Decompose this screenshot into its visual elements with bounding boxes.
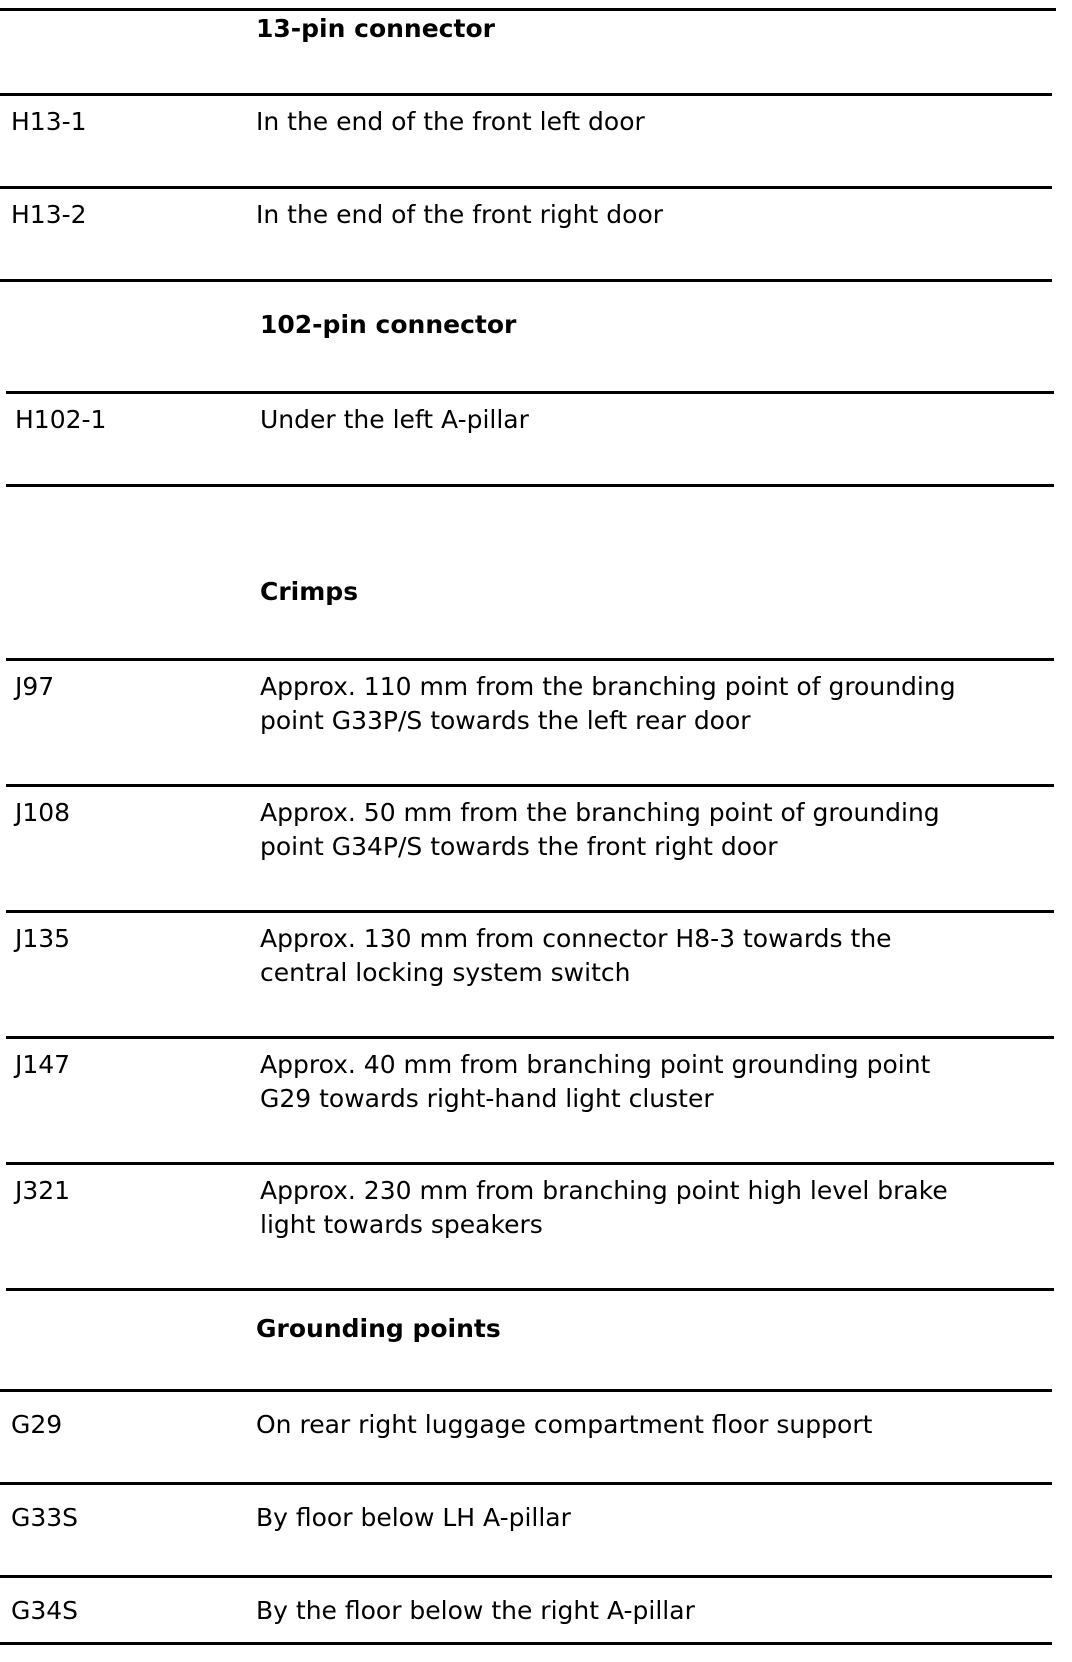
row-divider	[6, 1288, 1054, 1291]
row-divider	[0, 1575, 1052, 1578]
grounding-id: G34S	[11, 1596, 79, 1625]
connector-id: H102-1	[15, 405, 107, 434]
row-divider	[6, 1036, 1054, 1039]
row-divider	[6, 784, 1054, 787]
row-divider	[0, 8, 1056, 11]
crimp-id: J135	[15, 924, 71, 953]
crimp-location-line: Approx. 230 mm from branching point high level brake	[260, 1176, 948, 1205]
row-divider	[0, 93, 1052, 96]
connector-location: In the end of the front right door	[256, 200, 664, 229]
connector-id: H13-1	[11, 107, 87, 136]
section-heading: 13-pin connector	[256, 14, 495, 43]
row-divider	[0, 186, 1052, 189]
grounding-id: G33S	[11, 1503, 79, 1532]
crimp-location-line: Approx. 50 mm from the branching point of grounding	[260, 798, 940, 827]
row-divider	[0, 1642, 1052, 1645]
crimp-id: J97	[15, 672, 55, 701]
crimp-id: J108	[15, 798, 71, 827]
grounding-location: By the floor below the right A-pillar	[256, 1596, 695, 1625]
section-heading: Crimps	[260, 577, 359, 606]
crimp-id: J321	[15, 1176, 71, 1205]
row-divider	[0, 1389, 1052, 1392]
grounding-id: G29	[11, 1410, 63, 1439]
connector-id: H13-2	[11, 200, 87, 229]
grounding-location: On rear right luggage compartment floor support	[256, 1410, 873, 1439]
connector-location: In the end of the front left door	[256, 107, 645, 136]
row-divider	[6, 391, 1054, 394]
section-heading: 102-pin connector	[260, 310, 517, 339]
crimp-location-line: point G34P/S towards the front right door	[260, 832, 778, 861]
crimp-location-line: point G33P/S towards the left rear door	[260, 706, 751, 735]
crimp-id: J147	[15, 1050, 71, 1079]
crimp-location-line: Approx. 110 mm from the branching point of grounding	[260, 672, 956, 701]
crimp-location-line: central locking system switch	[260, 958, 631, 987]
crimp-location-line: Approx. 130 mm from connector H8-3 towards the	[260, 924, 892, 953]
crimp-location-line: G29 towards right-hand light cluster	[260, 1084, 714, 1113]
row-divider	[0, 1482, 1052, 1485]
crimp-location-line: light towards speakers	[260, 1210, 543, 1239]
row-divider	[0, 279, 1052, 282]
crimp-location-line: Approx. 40 mm from branching point grounding point	[260, 1050, 931, 1079]
row-divider	[6, 1162, 1054, 1165]
row-divider	[6, 658, 1054, 661]
connector-location: Under the left A-pillar	[260, 405, 529, 434]
grounding-location: By floor below LH A-pillar	[256, 1503, 571, 1532]
section-heading: Grounding points	[256, 1314, 501, 1343]
row-divider	[6, 910, 1054, 913]
row-divider	[6, 484, 1054, 487]
